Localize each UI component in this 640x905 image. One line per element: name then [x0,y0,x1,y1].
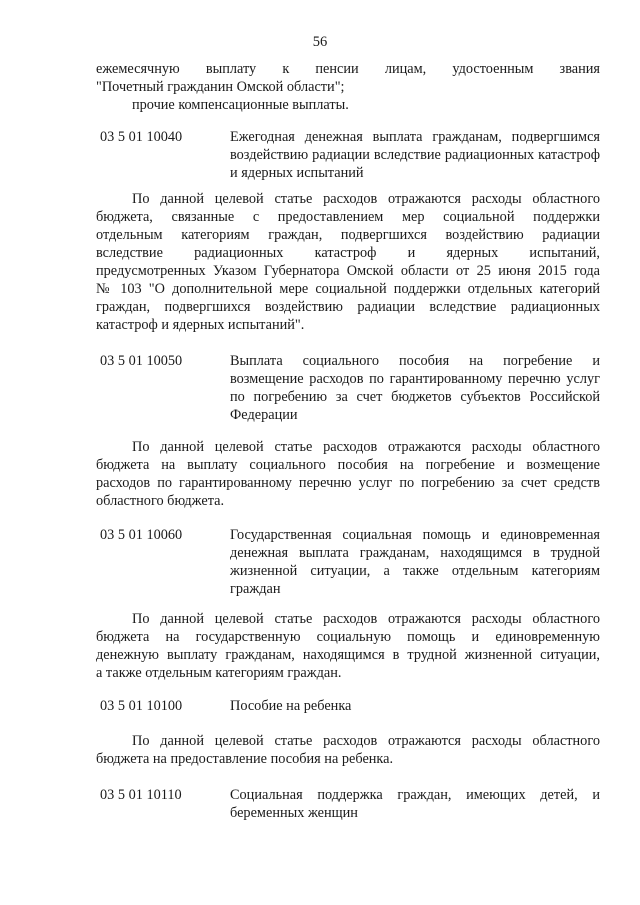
article-code: 03 5 01 10110 [100,787,182,803]
paragraph-line: бюджета на выплату социального пособия на погребение и возмещение [96,457,600,473]
article-title [230,786,600,822]
article-title-line: Социальная поддержка граждан, имеющих детей, и [230,787,600,803]
intro-line: прочие компенсационные выплаты. [132,97,349,113]
paragraph-line: отдельным категориям граждан, подвергшихся воздействию радиации [96,227,600,243]
intro-line: ежемесячную выплату к пенсии лицам, удостоенным звания [96,61,600,77]
article-title-line: Федерации [230,407,298,423]
paragraph-line: По данной целевой статье расходов отражаются расходы областного [132,439,600,455]
paragraph-line: бюджета на государственную социальную помощь и единовременную [96,629,600,645]
paragraph-line: По данной целевой статье расходов отражаются расходы областного [132,733,600,749]
paragraph-line: а также отдельным категориям граждан. [96,665,342,681]
paragraph-line: вследствие радиационных катастроф и ядерных испытаний, [96,245,600,261]
intro-block [96,60,600,114]
paragraph-line: предусмотренных Указом Губернатора Омской области от 25 июня 2015 года [96,263,600,279]
article-paragraph [96,732,600,768]
article-title [230,128,600,182]
article-title [230,352,600,424]
paragraph-line: По данной целевой статье расходов отражаются расходы областного [132,611,600,627]
paragraph-line: граждан, подвергшихся воздействию радиации вследствие радиационных [96,299,600,315]
article-title-line: Государственная социальная помощь и единовременная [230,527,600,543]
article-title-line: Выплата социального пособия на погребение и [230,353,600,369]
article-code: 03 5 01 10040 [100,129,183,145]
intro-line: "Почетный гражданин Омской области"; [96,79,345,95]
article-paragraph [96,438,600,510]
article-paragraph [96,610,600,682]
article-code: 03 5 01 10050 [100,353,183,369]
article-title-line: жизненной ситуации, а также отдельным категориям [230,563,600,579]
paragraph-line: бюджета на предоставление пособия на ребенка. [96,751,394,767]
article-title-line: и ядерных испытаний [230,165,364,181]
paragraph-line: бюджета, связанные с предоставлением мер социальной поддержки [96,209,600,225]
article-title-line: граждан [230,581,281,597]
article-title-line: возмещение расходов по гарантированному перечню услуг [230,371,600,387]
paragraph-line: расходов по гарантированному перечню услуг по погребению за счет средств [96,475,600,491]
article-title-line: Пособие на ребенка [230,698,352,714]
article-title-line: по погребению за счет бюджетов субъектов Российской [230,389,600,405]
paragraph-line: областного бюджета. [96,493,225,509]
article-title-line: денежная выплата гражданам, находящимся в трудной [230,545,600,561]
paragraph-line: денежную выплату гражданам, находящимся в трудной жизненной ситуации, [96,647,600,663]
article-title [230,697,600,715]
page-number: 56 [312,34,328,50]
article-title-line: Ежегодная денежная выплата гражданам, подвергшимся [230,129,600,145]
article-title-line: воздействию радиации вследствие радиационных катастроф [230,147,600,163]
article-title-line: беременных женщин [230,805,358,821]
paragraph-line: По данной целевой статье расходов отражаются расходы областного [132,191,600,207]
article-paragraph [96,190,600,334]
paragraph-line: № 103 "О дополнительной мере социальной поддержки отдельных категорий [96,281,600,297]
article-code: 03 5 01 10100 [100,698,183,714]
article-title [230,526,600,598]
paragraph-line: катастроф и ядерных испытаний". [96,317,305,333]
article-code: 03 5 01 10060 [100,527,183,543]
